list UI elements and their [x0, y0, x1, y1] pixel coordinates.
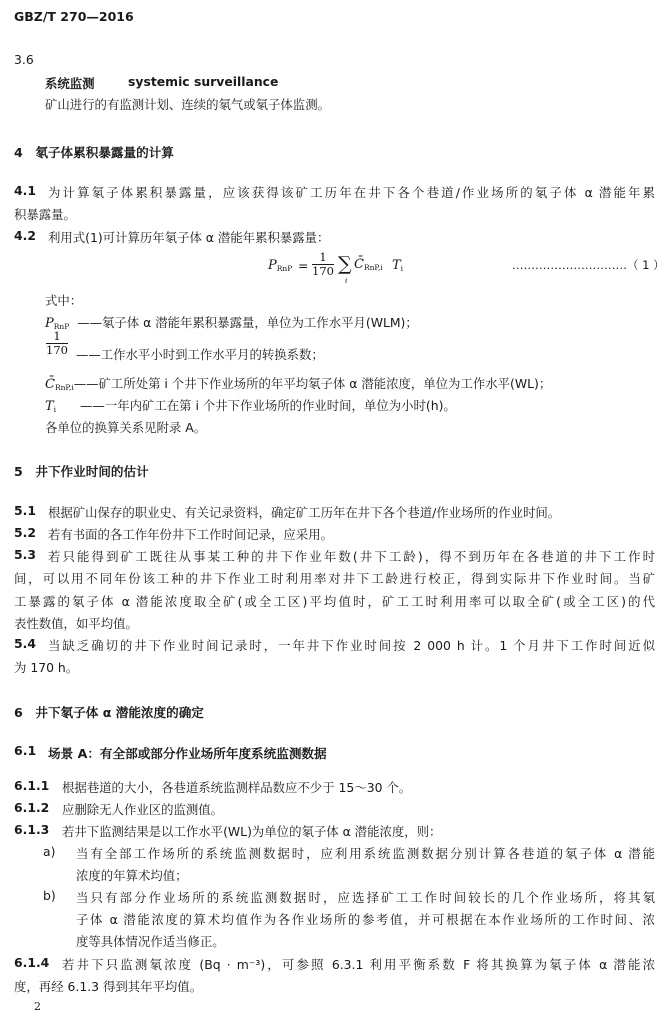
formula-sum-index: i [345, 276, 348, 285]
formula-fraction [311, 251, 335, 278]
definition-fraction-text: ——工作水平小时到工作水平月的转换系数； [76, 347, 324, 362]
definition-fraction: 1 170 [46, 329, 68, 357]
appendix-note: 各单位的换算关系见附录 A。 [45, 420, 207, 435]
clause-6-1-1-text: 根据巷道的大小，各巷道系统监测样品数应不少于 15～30 个。 [62, 780, 412, 795]
list-item-a-label: a) [43, 844, 56, 859]
clause-5-3-line-3: 工暴露的氡子体 α 潜能浓度取全矿(或全工区)平均值时，矿工工时利用率可以取全矿(或全工区)的代 [14, 594, 655, 609]
clause-5-4-number: 5.4 [14, 636, 36, 651]
formula-equals: = [298, 258, 309, 273]
definition-p-rnp: $P_{RnP}$ ——氡子体 α 潜能年累积暴露量，单位为工作水平月(WLM)； [45, 315, 418, 331]
clause-6-1-4-line-2: 度，再经 6.1.3 得到其年平均值。 [14, 979, 203, 994]
term-chinese: 系统监测 [45, 76, 95, 91]
clause-number-3-6: 3.6 [14, 52, 34, 67]
clause-6-1-title: 场景 A：有全部或部分作业场所年度系统监测数据 [48, 746, 327, 761]
clause-6-1-2-number: 6.1.2 [14, 800, 50, 815]
clause-5-1-number: 5.1 [14, 503, 36, 518]
clause-5-2-text: 若有书面的各工作年份井下工作时间记录，应采用。 [48, 527, 333, 542]
clause-6-1-number: 6.1 [14, 743, 37, 758]
section-6-heading: 6 井下氡子体 α 潜能浓度的确定 [14, 705, 204, 720]
page-number: 2 [34, 1000, 41, 1013]
standard-number: GBZ/T 270—2016 [14, 9, 134, 24]
list-item-b-line-2: 子体 α 潜能浓度的算术均值作为各作业场所的参考值，并可根据在本作业场所的工作时间、浓 [76, 912, 655, 927]
clause-4-1-number: 4.1 [14, 183, 36, 198]
clause-6-1-4-line-1: 若井下只监测氡浓度 (Bq · m⁻³)，可参照 6.3.1 利用平衡系数 F 将其换算为氡子体 α 潜能浓 [62, 957, 655, 972]
clause-6-1-3-number: 6.1.3 [14, 822, 50, 837]
list-item-b-line-3: 度等具体情况作适当修正。 [76, 934, 225, 949]
clause-5-3-line-4: 表性数值，如平均值。 [14, 616, 138, 631]
clause-4-1-line-1: 为计算氡子体累积暴露量，应该获得该矿工历年在井下各个巷道/作业场所的氡子体 α 潜能年累 [48, 185, 655, 200]
clause-5-2-number: 5.2 [14, 525, 36, 540]
list-item-a-line-1: 当有全部工作场所的系统监测数据时，应利用系统监测数据分别计算各巷道的氡子体 α 潜能 [76, 846, 655, 861]
clause-4-2-text: 利用式(1)可计算历年氡子体 α 潜能年累积暴露量： [48, 230, 330, 245]
clause-4-2-number: 4.2 [14, 228, 36, 243]
section-4-heading: 4 氡子体累积暴露量的计算 [14, 145, 174, 160]
definition-t: $T_i$ ——一年内矿工在第 i 个井下作业场所的作业时间，单位为小时(h)。 [45, 398, 456, 414]
clause-6-1-1-number: 6.1.1 [14, 778, 50, 793]
where-label: 式中： [45, 293, 83, 308]
formula-t-term: $T_i$ [392, 258, 404, 273]
clause-5-4-line-1: 当缺乏确切的井下作业时间记录时，一年井下作业时间按 2 000 h 计。1 个月井下工作时间近似 [48, 638, 655, 653]
clause-5-1-text: 根据矿山保存的职业史、有关记录资料，确定矿工历年在井下各个巷道/作业场所的作业时间。 [48, 505, 561, 520]
definition-c-rnp: $C̄_{RnP,i}——$矿工所处第 i 个井下作业场所的年平均氡子体 α 潜能浓度，单位为工作水平(WL)； [45, 376, 552, 392]
clause-5-3-line-2: 间，可以用不同年份该工种的井下作业工时利用率对井下工龄进行校正，得到实际井下作业时间。当矿 [14, 571, 655, 586]
clause-6-1-2-text: 应删除无人作业区的监测值。 [62, 802, 224, 817]
clause-6-1-4-number: 6.1.4 [14, 955, 50, 970]
term-definition: 矿山进行的有监测计划、连续的氡气或氡子体监测。 [45, 97, 330, 112]
list-item-b-line-1: 当只有部分作业场所的系统监测数据时，应选择矿工工作时间较长的几个作业场所，将其氡 [76, 890, 655, 905]
formula-lhs: $P_{RnP}$ [268, 258, 293, 273]
clause-5-4-line-2: 为 170 h。 [14, 660, 79, 675]
section-5-heading: 5 井下作业时间的估计 [14, 464, 149, 479]
formula-number: …………………………（ 1 ） [512, 258, 665, 272]
clause-5-3-line-1: 若只能得到矿工既往从事某工种的井下作业年数(井下工龄)，得不到历年在各巷道的井下工作时 [48, 549, 655, 564]
clause-5-3-number: 5.3 [14, 547, 36, 562]
formula-c-term: $C̄_{RnP,i}$ [354, 257, 383, 272]
clause-4-1-line-2: 积暴露量。 [14, 207, 76, 222]
list-item-b-label: b) [43, 888, 56, 903]
term-english: systemic surveillance [128, 74, 279, 89]
clause-6-1-3-text: 若井下监测结果是以工作水平(WL)为单位的氡子体 α 潜能浓度，则： [62, 824, 442, 839]
formula-fraction-denominator: 170 [312, 264, 334, 278]
formula-fraction-numerator: 1 [319, 250, 327, 264]
list-item-a-line-2: 浓度的年算术均值； [76, 868, 188, 883]
formula-sum-sign: ∑ [338, 253, 352, 275]
